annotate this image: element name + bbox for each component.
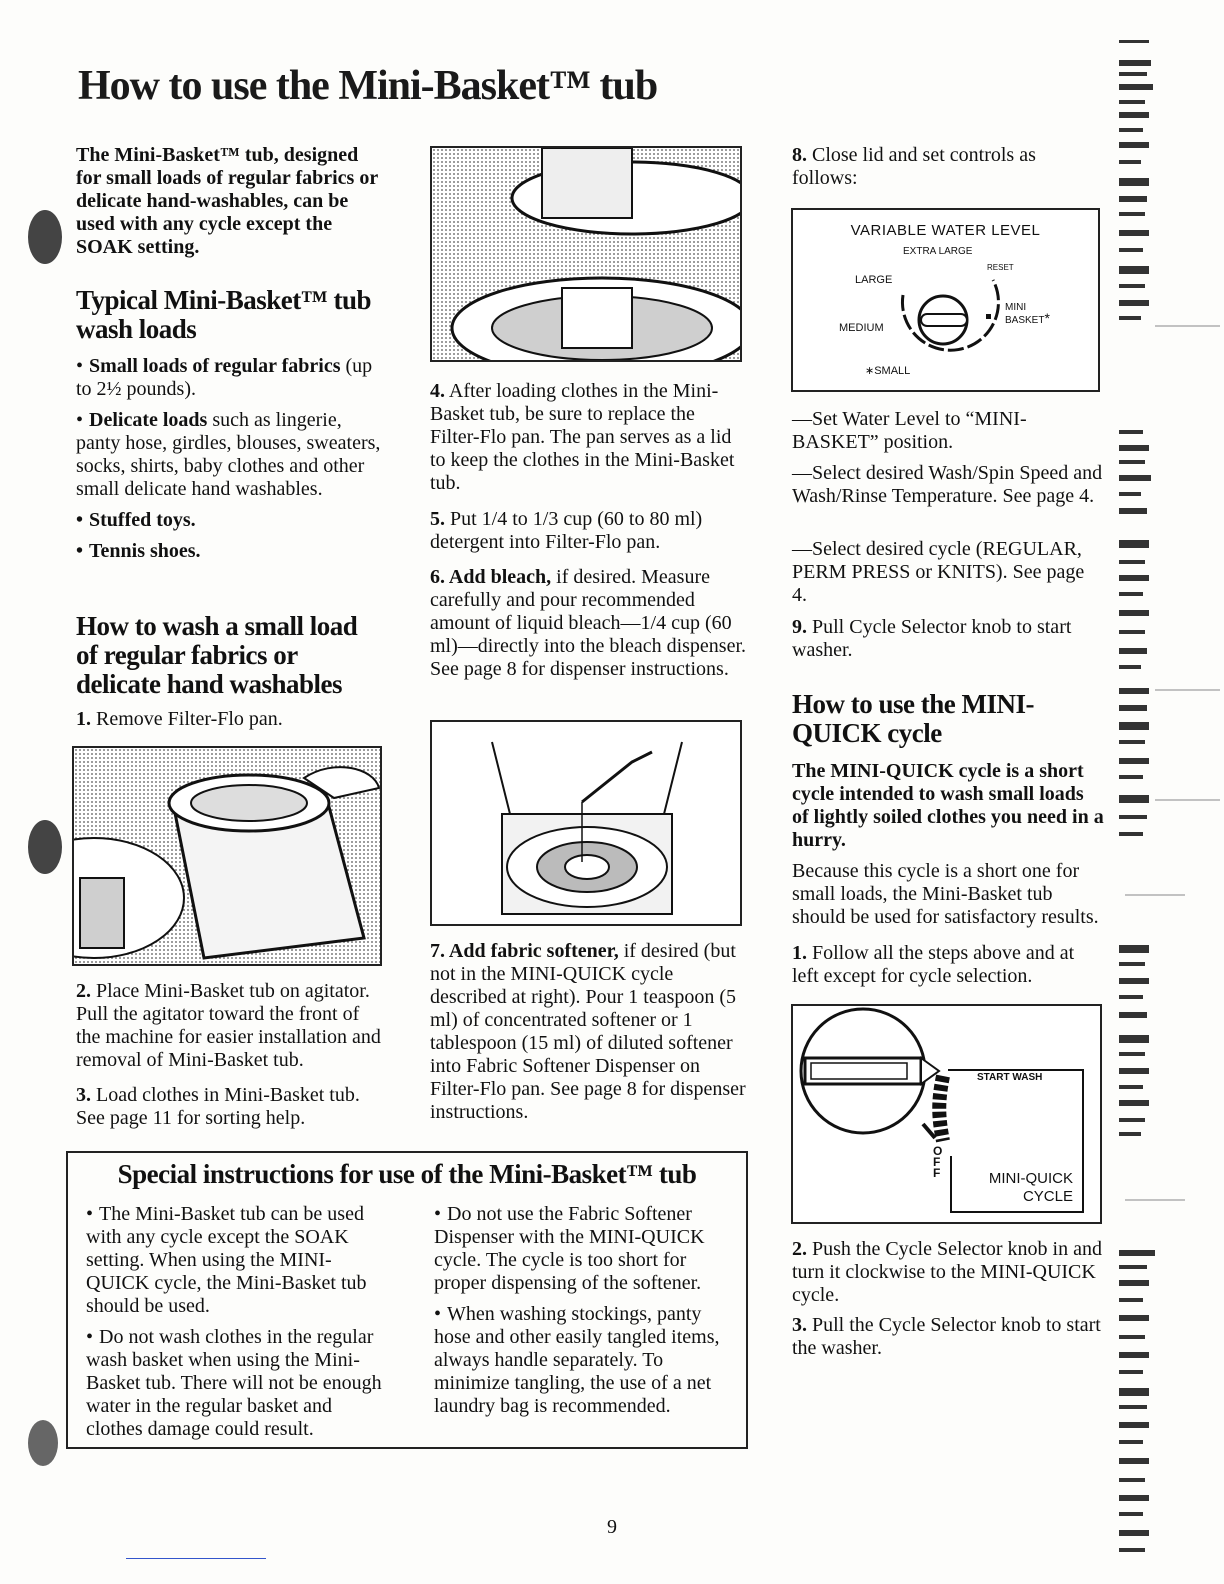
list-item: • The Mini-Basket tub can be used with any cycle except the SOAK setting. When using the MINI-QUICK cycle, the Mini-Basket tub should be used. bbox=[86, 1203, 386, 1318]
special-left-column bbox=[86, 1203, 386, 1441]
list-item: • When washing stockings, panty hose and other easily tangled items, always handle separately. To minimize tangling, the use of a net laundry bag is recommended. bbox=[434, 1303, 734, 1418]
dial-small: ∗SMALL bbox=[865, 365, 911, 377]
step-1: 1. Remove Filter-Flo pan. bbox=[76, 708, 283, 730]
dial-large: LARGE bbox=[855, 274, 893, 286]
wash-small-load-heading: How to wash a small load of regular fabrics or delicate hand washables bbox=[76, 611, 358, 699]
set-water-level: —Set Water Level to “MINI-BASKET” position. bbox=[792, 408, 1027, 453]
step-8: 8. Close lid and set controls as follows: bbox=[792, 144, 1036, 189]
list-item: • Do not wash clothes in the regular wash basket when using the Mini-Basket tub. There will not be enough water in the regular basket and clothes damage could result. bbox=[86, 1326, 386, 1441]
dial-title: VARIABLE WATER LEVEL bbox=[850, 222, 1041, 239]
mini-quick-step-1: 1. Follow all the steps above and at left except for cycle selection. bbox=[792, 942, 1075, 987]
step-6: 6. Add bleach, if desired. Measure carefully and pour recommended amount of liquid bleach—1/4 cup (60 ml)—directly into the bleach dispenser. See page 8 for dispenser instructions. bbox=[430, 566, 747, 680]
cycle-selector-diagram bbox=[791, 1004, 1102, 1224]
dial-medium: MEDIUM bbox=[839, 322, 884, 334]
page-title: How to use the Mini-Basket™ tub bbox=[78, 63, 658, 109]
dial-knob[interactable] bbox=[793, 210, 1098, 390]
mini-quick-intro: The MINI-QUICK cycle is a short cycle intended to wash small loads of lightly soiled clothes you need in a hurry. bbox=[792, 760, 1104, 851]
step-9: 9. Pull Cycle Selector knob to start washer. bbox=[792, 616, 1072, 661]
list-item: • Small loads of regular fabrics (up to 2½ pounds). bbox=[76, 355, 388, 401]
intro-paragraph: The Mini-Basket™ tub, designed for small loads of regular fabrics or delicate hand-washables, can be used with any cycle except the SOAK setting. bbox=[76, 144, 378, 258]
scan-edge-artifact bbox=[1115, 0, 1224, 1584]
illustration-mini-basket-agitator bbox=[430, 146, 742, 362]
special-right-column bbox=[434, 1203, 734, 1418]
list-item: • Delicate loads such as lingerie, panty hose, girdles, blouses, sweaters, socks, shirts, baby clothes and other small delicate hand washables. bbox=[76, 409, 388, 501]
set-speed-temp: —Select desired Wash/Spin Speed and Wash/Rinse Temperature. See page 4. bbox=[792, 462, 1103, 507]
binder-hole bbox=[28, 820, 62, 874]
mini-quick-step-2: 2. Push the Cycle Selector knob in and turn it clockwise to the MINI-QUICK cycle. bbox=[792, 1238, 1102, 1306]
set-cycle: —Select desired cycle (REGULAR, PERM PRESS or KNITS). See page 4. bbox=[792, 538, 1085, 606]
step-7: 7. Add fabric softener, if desired (but not in the MINI-QUICK cycle described at right). Pour 1 teaspoon (5 ml) of concentrated softener or 1 tablespoon (15 ml) of diluted softener into Fabric Softener Dispenser on Filter-Flo pan. See page 8 for dispenser instructions. bbox=[430, 940, 746, 1123]
binder-hole bbox=[28, 1420, 58, 1466]
dial-extra-large: EXTRA LARGE bbox=[903, 246, 973, 257]
step-5: 5. Put 1/4 to 1/3 cup (60 to 80 ml) detergent into Filter-Flo pan. bbox=[430, 508, 703, 553]
list-item: • Stuffed toys. bbox=[76, 509, 388, 532]
dial-reset: RESET bbox=[987, 263, 1014, 272]
mini-quick-heading: How to use the MINI-QUICK cycle bbox=[792, 689, 1034, 748]
step-3: 3. Load clothes in Mini-Basket tub. See page 11 for sorting help. bbox=[76, 1084, 360, 1129]
typical-loads-heading: Typical Mini-Basket™ tub wash loads bbox=[76, 285, 372, 344]
footer-rule bbox=[126, 1558, 266, 1559]
knob-off: OFF bbox=[933, 1144, 943, 1180]
list-item: • Tennis shoes. bbox=[76, 540, 388, 563]
special-instructions-box bbox=[66, 1151, 748, 1449]
mini-quick-body: Because this cycle is a short one for small loads, the Mini-Basket tub should be used for satisfactory results. bbox=[792, 860, 1099, 928]
knob-start-wash: START WASH bbox=[977, 1072, 1043, 1083]
typical-loads-list bbox=[76, 355, 388, 563]
water-level-dial bbox=[791, 208, 1100, 392]
step-2: 2. Place Mini-Basket tub on agitator. Pull the agitator toward the front of the machine for easier installation and removal of Mini-Basket tub. bbox=[76, 980, 381, 1071]
illustration-remove-filter-pan bbox=[72, 746, 382, 966]
knob-mini-quick-cycle: MINI-QUICK CYCLE bbox=[988, 1170, 1073, 1205]
dial-mini-basket: MINI BASKET* bbox=[1005, 302, 1050, 326]
step-4: 4. After loading clothes in the Mini-Basket tub, be sure to replace the Filter-Flo pan. The pan serves as a lid to keep the clothes in the Mini-Basket tub. bbox=[430, 380, 735, 494]
list-item: • Do not use the Fabric Softener Dispenser with the MINI-QUICK cycle. The cycle is too short for proper dispensing of the softener. bbox=[434, 1203, 734, 1295]
page-number: 9 bbox=[607, 1516, 617, 1538]
special-instructions-title: Special instructions for use of the Mini-Basket™ tub bbox=[117, 1159, 697, 1189]
illustration-pour-bleach bbox=[430, 720, 742, 926]
binder-hole bbox=[28, 210, 62, 264]
mini-quick-step-3: 3. Pull the Cycle Selector knob to start the washer. bbox=[792, 1314, 1101, 1359]
